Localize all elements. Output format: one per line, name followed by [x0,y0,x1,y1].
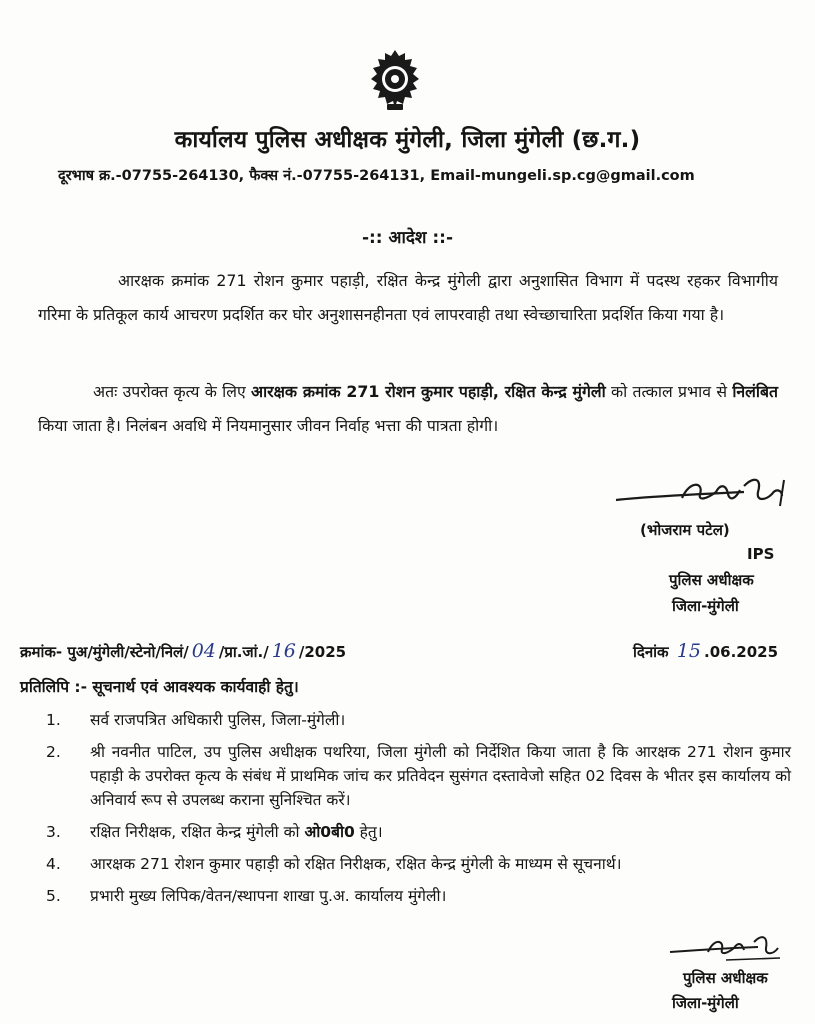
bottom-designation: पुलिस अधीक्षक [683,969,768,987]
copy-heading: प्रतिलिपि :- सूचनार्थ एवं आवश्यक कार्यवाही हेतु। [20,678,299,696]
list-item: 3. रक्षित निरीक्षक, रक्षित केन्द्र मुंगेली को ओ0बी0 हेतु। [46,823,383,841]
list-item: 5. प्रभारी मुख्य लिपिक/वेतन/स्थापना शाखा पु.अ. कार्यालय मुंगेली। [46,887,447,905]
signatory-name: (भोजराम पटेल) [640,521,730,539]
order-date: दिनांक 15 .06.2025 [633,640,779,662]
signature-image [612,470,797,522]
signatory-district: जिला-मुंगेली [672,597,739,615]
order-paragraph-2: अतः उपरोक्त कृत्य के लिए आरक्षक क्रमांक 271 रोशन कुमार पहाड़ी, रक्षित केन्द्र मुंगेली को तत्काल प्रभाव से निलंबित किया जाता है। निलंबन अवधि में नियमानुसार जीवन निर्वाह भत्ता की पात्रता होगी। [38,382,778,435]
copy-list [46,708,791,916]
signature-image-bottom [668,930,788,968]
handwritten-number: 04 [191,640,216,662]
list-item: 1. सर्व राजपत्रित अधिकारी पुलिस, जिला-मुंगेली। [46,711,346,729]
bottom-district: जिला-मुंगेली [672,994,739,1012]
handwritten-number: 16 [271,640,296,662]
handwritten-day: 15 [676,640,702,662]
signatory-service: IPS [747,545,775,563]
signatory-designation: पुलिस अधीक्षक [669,571,754,589]
list-item: 2. श्री नवनीत पाटिल, उप पुलिस अधीक्षक पथरिया, जिला मुंगेली को निर्देशित किया जाता है कि आरक्षक 271 रोशन कुमार पहाड़ी के उपरोक्त कृत्य के संबंध में प्राथमिक जांच कर प्रतिवेदन सुसंगत दस्तावेजो सहित 02 दिवस के भीतर इस कार्यालय को अनिवार्य रूप से उपलब्ध कराना सुनिश्चित करें। [46,743,791,809]
list-item: 4. आरक्षक 271 रोशन कुमार पहाड़ी को रक्षित निरीक्षक, रक्षित केन्द्र मुंगेली के माध्यम से सूचनार्थ। [46,855,622,873]
order-paragraph-1: आरक्षक क्रमांक 271 रोशन कुमार पहाड़ी, रक्षित केन्द्र मुंगेली द्वारा अनुशासित विभाग में पदस्थ रहकर विभागीय गरिमा के प्रतिकूल कार्य आचरण प्रदर्शित कर घोर अनुशासनहीनता एवं लापरवाही तथा स्वेच्छाचारिता प्रदर्शित किया गया है। [38,271,778,324]
contact-line: दूरभाष क्र.-07755-264130, फैक्स नं.-07755-264131, Email-mungeli.sp.cg@gmail.com [58,168,695,184]
order-heading: -:: आदेश ::- [361,228,454,248]
office-title: कार्यालय पुलिस अधीक्षक मुंगेली, जिला मुंगेली (छ.ग.) [174,127,641,153]
reference-number: क्रमांक- पुअ/मुंगेली/स्टेनो/निलं/ 04 /प्रा.जां./ 16 /2025 [20,640,347,662]
police-emblem-icon [365,48,425,112]
